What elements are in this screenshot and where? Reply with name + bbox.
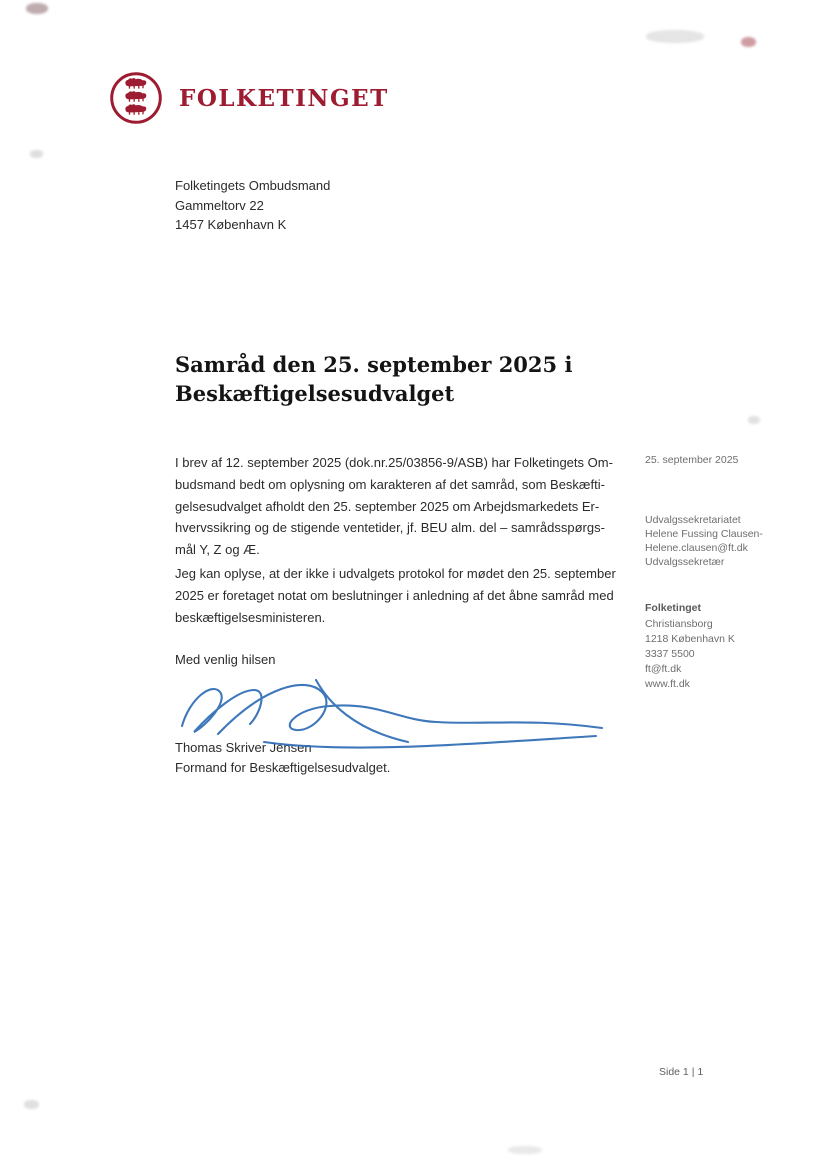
text-line: Helene.clausen@ft.dk: [645, 542, 748, 554]
scan-artifact: [748, 416, 760, 424]
signer-title: Formand for Beskæftigelsesudvalget.: [175, 759, 391, 775]
text-line: hvervssikring og de stigende ventetider, jf. BEU alm. del – samrådsspørgs-: [175, 520, 605, 536]
text-line: 1218 København K: [645, 633, 735, 645]
text-line: Christiansborg: [645, 618, 713, 630]
scan-artifact: [24, 1100, 39, 1109]
text-line: 2025 er foretaget notat om beslutninger i anledning af det åbne samråd med: [175, 587, 614, 603]
text-line: www.ft.dk: [645, 678, 690, 690]
sidebar-organization: [645, 601, 735, 692]
recipient-address: [175, 176, 330, 235]
text-line: I brev af 12. september 2025 (dok.nr.25/03856-9/ASB) har Folketingets Om-: [175, 455, 613, 470]
text-line: beskæftigelsesministeren.: [175, 609, 326, 625]
scan-artifact: [508, 1146, 542, 1154]
scan-artifact: [26, 3, 48, 14]
letter-title: [175, 350, 572, 408]
text-line: Folketingets Ombudsmand: [175, 178, 331, 193]
text-line: gelsesudvalget afholdt den 25. september 2025 om Arbejdsmarkedets Er-: [175, 498, 600, 514]
text-line: Jeg kan oplyse, at der ikke i udvalgets protokol for mødet den 25. september: [175, 566, 616, 581]
body-paragraph-2: [175, 563, 616, 628]
text-line: Samråd den 25. september 2025 i: [175, 352, 573, 377]
sidebar-org-name: Folketinget: [645, 602, 702, 614]
page-footer: Side 1 | 1: [659, 1066, 704, 1078]
signer-block: [175, 738, 390, 777]
text-line: ft@ft.dk: [645, 663, 682, 675]
text-line: budsmand bedt om oplysning om karakteren af det samråd, som Beskæfti-: [175, 476, 605, 492]
text-line: Beskæftigelsesudvalget: [175, 381, 455, 406]
closing-salutation: Med venlig hilsen: [175, 652, 276, 667]
text-line: Helene Fussing Clausen-: [645, 528, 763, 540]
crest-icon: [108, 70, 164, 126]
signer-name: Thomas Skriver Jensen: [175, 740, 312, 755]
scan-artifact: [741, 37, 756, 47]
text-line: 3337 5500: [645, 648, 695, 660]
folketinget-logo: [108, 70, 389, 126]
sidebar-org-lines: [645, 617, 735, 692]
text-line: Gammeltorv 22: [175, 197, 264, 213]
body-paragraph-1: [175, 452, 613, 561]
sidebar-date: 25. september 2025: [645, 454, 739, 466]
scan-artifact: [30, 150, 43, 158]
text-line: mål Y, Z og Æ.: [175, 542, 260, 558]
text-line: Udvalgssekretariatet: [645, 514, 741, 526]
text-line: Udvalgssekretær: [645, 556, 725, 568]
scan-artifact: [646, 30, 704, 43]
logo-wordmark: FOLKETINGET: [179, 84, 389, 112]
sidebar-secretariat: [645, 513, 763, 569]
text-line: 1457 København K: [175, 217, 287, 232]
